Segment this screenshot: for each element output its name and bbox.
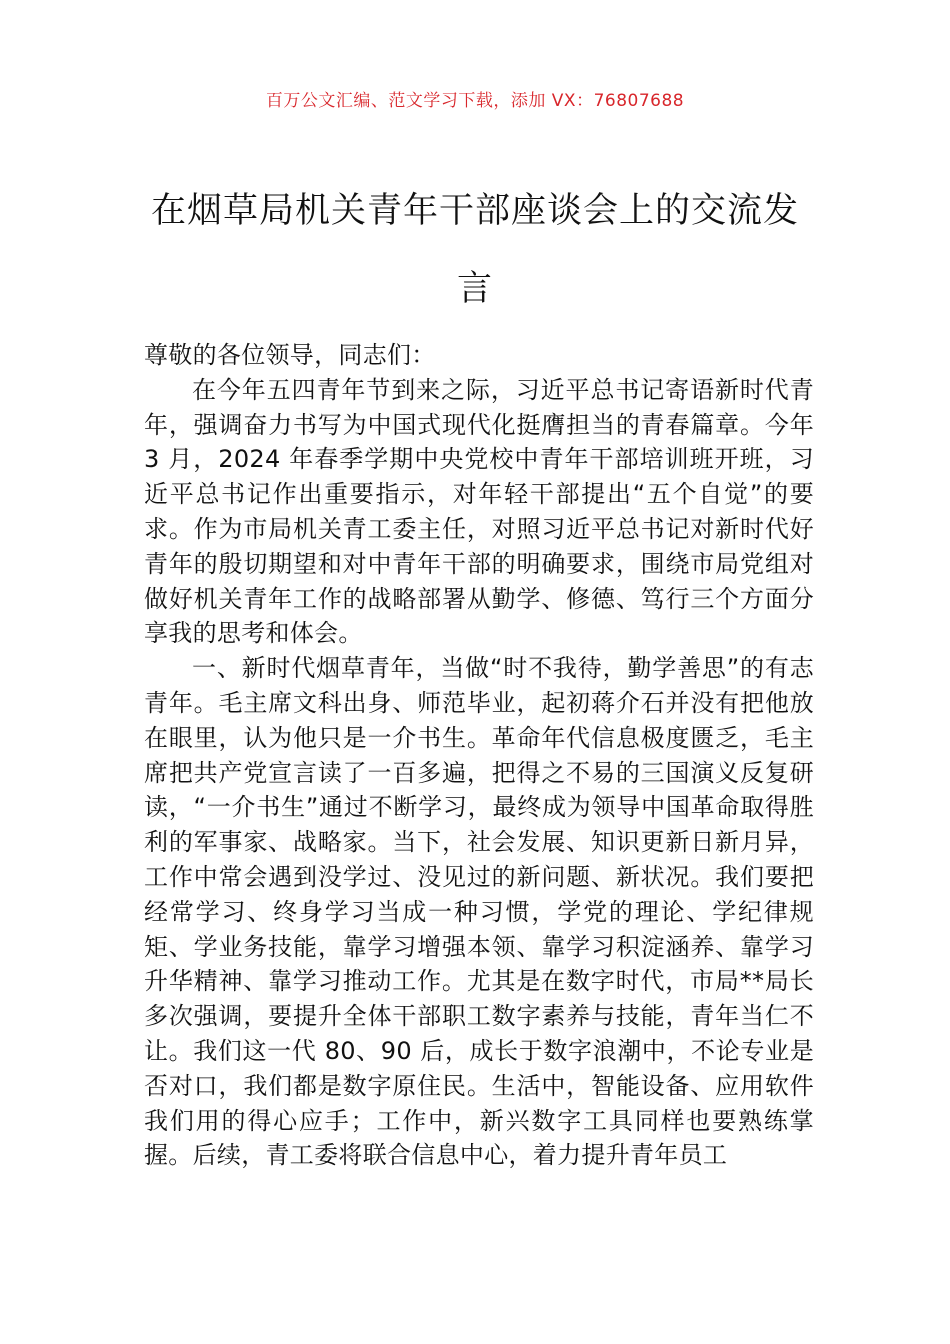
salutation: 尊敬的各位领导，同志们： [144,341,436,369]
paragraph: 一、新时代烟草青年，当做“时不我待，勤学善思”的有志青年。毛主席文科出身、师范毕业，起初蒋介石并没有把他放在眼里，认为他只是一介书生。革命年代信息极度匮乏，毛主席把共产党宣言读了一百多遍，把得之不易的三国演义反复研读，“一介书生”通过不断学习，最终成为领导中国革命取得胜利的军事家、战略家。当下，社会发展、知识更新日新月异，工作中常会遇到没学过、没见过的新问题、新状况。我们要把经常学习、终身学习当成一种习惯，学党的理论、学纪律规矩、学业务技能，靠学习增强本领、靠学习积淀涵养、靠学习升华精神、靠学习推动工作。尤其是在数字时代，市局**局长多次强调，要提升全体干部职工数字素养与技能，青年当仁不让。我们这一代 80、90 后，成长于数字浪潮中，不论专业是否对口，我们都是数字原住民。生活中，智能设备、应用软件我们用的得心应手；工作中，新兴数字工具同样也要熟练掌握。后续，青工委将联合信息中心，着力提升青年员工 [144,654,814,1170]
document-body [144,338,814,1173]
document-title: 在烟草局机关青年干部座谈会上的交流发言 [150,191,799,309]
header-note: 百万公文汇编、范文学习下载，添加 VX：76807688 [265,91,685,111]
paragraph: 在今年五四青年节到来之际，习近平总书记寄语新时代青年，强调奋力书写为中国式现代化挺膺担当的青春篇章。今年 3 月，2024 年春季学期中央党校中青年干部培训班开班，习近平总书记作出重要指示，对年轻干部提出“五个自觉”的要求。作为市局机关青工委主任，对照习近平总书记对新时代好青年的殷切期望和对中青年干部的明确要求，围绕市局党组对做好机关青年工作的战略部署从勤学、修德、笃行三个方面分享我的思考和体会。 [144,375,814,648]
